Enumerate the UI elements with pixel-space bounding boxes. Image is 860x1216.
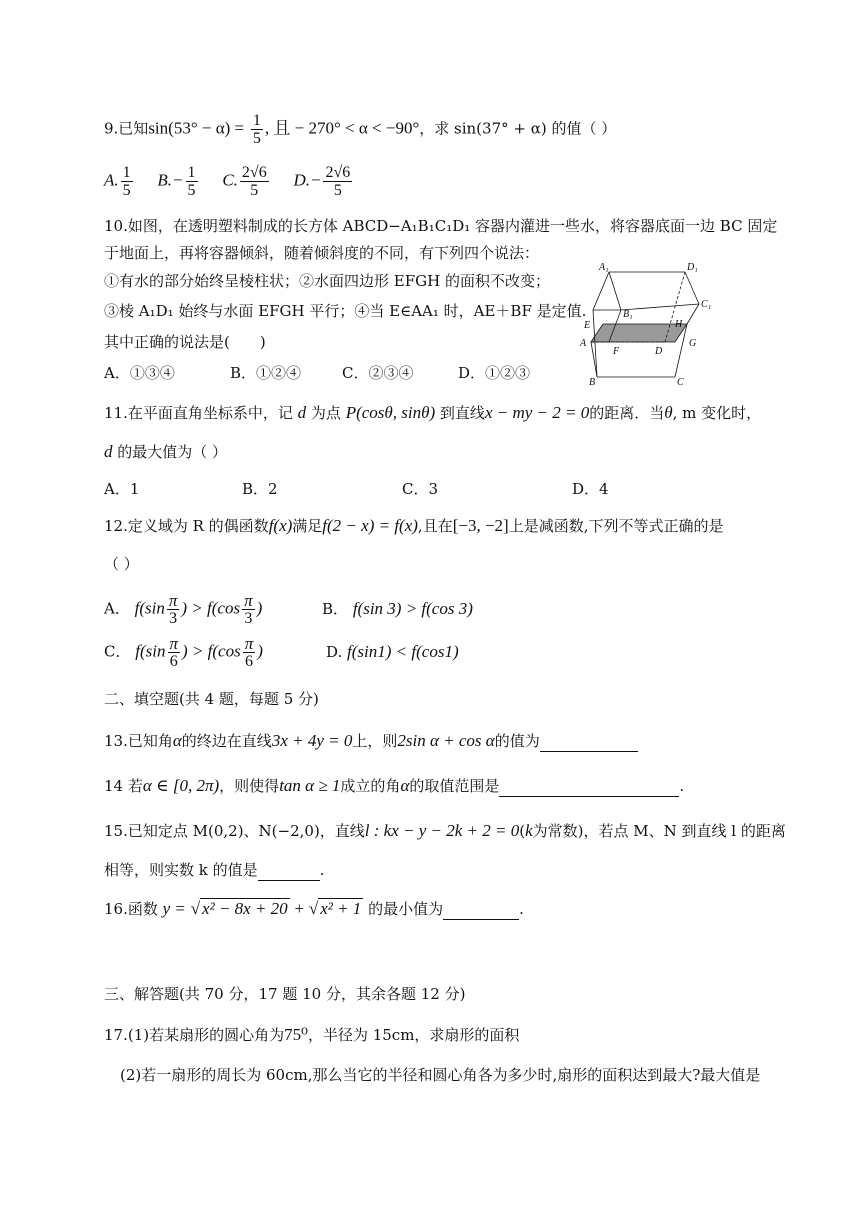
q9-prefix: 9.已知 <box>104 119 149 138</box>
label-d: D <box>655 346 663 357</box>
q12-option-d[interactable]: D. f(sin1) < f(cos1) <box>326 642 459 661</box>
q11-option-d[interactable]: D．4 <box>572 480 609 498</box>
q10-line4: ③棱 A₁D₁ 始终与水面 EFGH 平行；④当 E∈AA₁ 时，AE＋BF 是定值. <box>104 302 587 320</box>
q11-line1: 11.在平面直角坐标系中，记 d 为点 P(cosθ, sinθ) 到直线x − my − 2 = 0的距离．当θ, m 变化时， <box>104 403 762 422</box>
label-h: H <box>675 319 683 330</box>
q10-line2: 于地面上，再将容器倾斜，随着倾斜度的不同，有下列四个说法： <box>104 244 540 262</box>
q10-line1: 10.如图，在透明塑料制成的长方体 ABCD−A₁B₁C₁D₁ 容器内灌进一些水，将容器底面一边 BC 固定 <box>104 217 778 235</box>
sqrt-sign: √ <box>308 899 319 918</box>
q10-option-b[interactable]: B．①②④ <box>230 364 302 382</box>
q10-line3: ①有水的部分始终呈棱柱状；②水面四边形 EFGH 的面积不改变； <box>104 272 550 290</box>
q17-line2: (2)若一扇形的周长为 60cm,那么当它的半径和圆心角各为多少时,扇形的面积达到最大?最大值是 <box>120 1066 761 1084</box>
q11-option-a[interactable]: A．1 <box>104 480 140 498</box>
label-c: C <box>677 377 684 388</box>
q13: 13.已知角α的终边在直线3x + 4y = 0上，则2sin α + cos α的值为 <box>104 730 638 752</box>
q10-option-d[interactable]: D．①②③ <box>458 364 531 382</box>
q12-line1: 12.定义域为 R 的偶函数f(x)满足f(2 − x) = f(x),且在[−3, −2]上是减函数,下列不等式正确的是 <box>104 516 724 535</box>
q9-ask: ，求 sin(37° + α) 的值（ ） <box>419 119 617 138</box>
q13-answer-blank[interactable] <box>540 735 638 752</box>
q10-option-c[interactable]: C．②③④ <box>342 364 414 382</box>
label-b1: B₁ <box>623 309 633 320</box>
q11-option-c[interactable]: C．3 <box>402 480 439 498</box>
q16: 16.函数 y = √ x² − 8x + 20 + √ x² + 1 的最小值为 . <box>104 899 524 918</box>
q9-option-d[interactable]: D.− $\frac{2√6}{5}$ <box>293 164 351 199</box>
label-a: A <box>580 338 587 349</box>
label-g: G <box>689 338 697 349</box>
q12-option-c[interactable]: C． f(sin $\frac{\pi}{6}$ ) > f(cos $\frac{\pi}{6}$ ) <box>104 634 263 670</box>
q9-option-c[interactable]: C. $\frac{2√6}{5}$ <box>222 164 267 199</box>
q12-line2: （ ） <box>104 555 139 573</box>
label-f: F <box>613 346 620 357</box>
q15-answer-blank[interactable] <box>258 864 320 881</box>
q15-line1: 15.已知定点 M(0,2)、N(−2,0)，直线l : kx − y − 2k + 2 = 0(k为常数)，若点 M、N 到直线 l 的距离 <box>104 821 786 840</box>
q9-condition: , 且 − 270° < α < −90° <box>264 118 420 138</box>
q17-line1: 17.(1)若某扇形的圆心角为75⁰，半径为 15cm，求扇形的面积 <box>104 1025 520 1044</box>
water-surface <box>591 324 687 342</box>
label-d1: D₁ <box>687 262 698 273</box>
q12-option-b[interactable]: B． f(sin 3) > f(cos 3) <box>322 599 473 618</box>
q9-option-b[interactable]: B.− $\frac{1}{5}$ <box>157 164 196 199</box>
q14: 14 若α ∈ [0, 2π)，则使得tan α ≥ 1成立的角α的取值范围是 . <box>104 776 685 795</box>
q11-line2: d 的最大值为（ ） <box>104 442 228 461</box>
section-answer-heading: 三、解答题(共 70 分，17 题 10 分，其余各题 12 分) <box>104 985 466 1003</box>
q9-options <box>104 164 372 199</box>
q9-fraction: $\frac{1}{5}$ <box>252 112 261 147</box>
section-fill-in-heading: 二、填空题(共 4 题，每题 5 分) <box>104 690 319 708</box>
q11-option-b[interactable]: B．2 <box>242 480 278 498</box>
label-e: E <box>584 320 591 331</box>
q14-answer-blank[interactable] <box>499 780 679 797</box>
q9-stem <box>104 112 616 147</box>
q9-option-a[interactable]: A. $\frac{1}{5}$ <box>104 164 131 199</box>
q10-option-a[interactable]: A．①③④ <box>104 364 175 382</box>
sqrt-sign: √ <box>190 899 201 918</box>
label-c1: C₁ <box>701 299 712 310</box>
q15-line2: 相等，则实数 k 的值是 . <box>104 861 325 879</box>
q16-answer-blank[interactable] <box>443 903 519 920</box>
label-a1: A₁ <box>599 262 609 273</box>
q10-box-figure <box>575 258 715 390</box>
q9-equation: sin(53° − α) = <box>148 118 245 138</box>
q10-line5: 其中正确的说法是( ) <box>104 333 266 351</box>
q12-option-a[interactable]: A． f(sin $\frac{\pi}{3}$ ) > f(cos $\frac{\pi}{3}$ ) <box>104 591 263 627</box>
label-b: B <box>589 377 596 388</box>
